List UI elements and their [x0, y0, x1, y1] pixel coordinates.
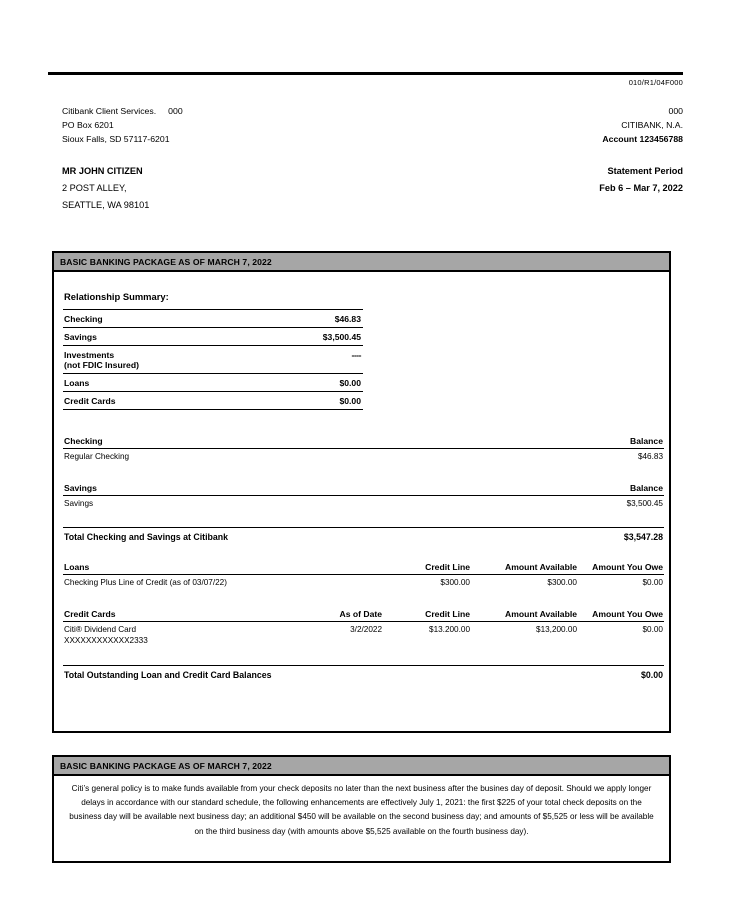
rel-label-loans: Loans: [63, 374, 213, 392]
rel-label-investments: Investments: [63, 346, 213, 360]
table-row: [63, 360, 363, 374]
checking-header-row: [63, 433, 664, 449]
bank-name: CITIBANK, N.A.: [621, 120, 683, 131]
table-row: [63, 392, 363, 410]
rel-amount-loans: $0.00: [213, 374, 363, 392]
rel-amount-credit-cards: $0.00: [213, 392, 363, 410]
savings-header-row: [63, 480, 664, 496]
checking-header-balance: Balance: [503, 433, 664, 449]
rel-label-checking: Checking: [63, 310, 213, 328]
loans-header-amount-available: Amount Available: [471, 559, 578, 575]
savings-account-balance: $3,500.45: [626, 498, 663, 508]
credit-cards-header-label: Credit Cards: [63, 606, 293, 622]
loan-amount-available: $300.00: [547, 577, 577, 587]
credit-card-amount-owe: $0.00: [642, 624, 663, 634]
credit-card-credit-line: $13.200.00: [429, 624, 470, 634]
sender-code: 000: [168, 106, 183, 116]
bank-code: 000: [668, 106, 683, 116]
rel-label-investments-note: (not FDIC Insured): [64, 359, 139, 370]
table-row: [63, 575, 664, 590]
rel-label-savings: Savings: [63, 328, 213, 346]
row-spacer: [63, 648, 664, 666]
customer-address-block: [62, 163, 149, 214]
credit-cards-header-amount-owe: Amount You Owe: [578, 606, 664, 622]
customer-name: MR JOHN CITIZEN: [62, 166, 143, 176]
sender-po-box: PO Box 6201: [62, 120, 114, 131]
loans-header-label: Loans: [63, 559, 293, 575]
reference-code: 010/R1/04F000: [628, 78, 683, 87]
checking-account-name: Regular Checking: [64, 451, 130, 461]
total-outstanding-amount: $0.00: [578, 665, 664, 684]
table-row: [63, 622, 664, 637]
total-deposits-row: [63, 528, 664, 547]
credit-cards-header-row: [63, 606, 664, 622]
rel-amount-investments: ----: [213, 346, 363, 360]
credit-cards-header-as-of-date: As of Date: [293, 606, 383, 622]
credit-cards-header-credit-line: Credit Line: [383, 606, 471, 622]
account-summary-panel: [52, 251, 671, 733]
relationship-summary-title: Relationship Summary:: [64, 291, 169, 302]
sender-name-line: [62, 104, 183, 118]
disclosure-text: Citi’s general policy is to make funds available from your check deposits no later than the next business after the busines day of deposit. Should we apply longer delays in accordance with our standard schedule, the following enhancements are effectively July 1, 2021: the first $225 of your total check deposits on the business day will be available next business day; an additional $450 will be available on the second business day; and amounts of $5,525 or less will be available on the third business day (with amounts above $5,525 available on the fourth business day).: [69, 784, 654, 836]
sender-city-state-zip: Sioux Falls, SD 57117-6201: [62, 134, 170, 145]
rel-amount-savings: $3,500.45: [213, 328, 363, 346]
customer-address-line2: SEATTLE, WA 98101: [62, 200, 150, 210]
table-row: [63, 374, 363, 392]
sender-name: Citibank Client Services.: [62, 106, 157, 116]
total-deposits-amount: $3,547.28: [503, 528, 664, 547]
loans-header-credit-line: Credit Line: [383, 559, 471, 575]
table-row: [63, 328, 363, 346]
credit-cards-header-amount-available: Amount Available: [471, 606, 578, 622]
row-spacer: [63, 510, 664, 528]
statement-period-value: Feb 6 – Mar 7, 2022: [599, 183, 683, 193]
row-spacer: [63, 589, 664, 606]
header-divider-rule: [48, 72, 683, 75]
loans-header-amount-owe: Amount You Owe: [578, 559, 664, 575]
disclosure-header-band: [54, 757, 669, 776]
main-panel-body: [54, 272, 669, 684]
credit-card-amount-available: $13,200.00: [536, 624, 577, 634]
loans-header-blank: [293, 559, 383, 575]
statement-period-label: Statement Period: [607, 166, 683, 176]
total-deposits-label: Total Checking and Savings at Citibank: [63, 528, 503, 547]
credit-accounts-table: [63, 559, 664, 684]
table-row: [63, 636, 664, 648]
main-panel-header-band: [54, 253, 669, 272]
total-outstanding-label: Total Outstanding Loan and Credit Card Balances: [63, 665, 578, 684]
funds-availability-panel: [52, 755, 671, 863]
account-number: Account 123456788: [602, 134, 683, 145]
statement-period-block: [599, 163, 683, 197]
loan-credit-line: $300.00: [440, 577, 470, 587]
section-spacer: [63, 410, 660, 433]
savings-header-label: Savings: [63, 480, 503, 496]
table-row: [63, 346, 363, 360]
loan-blank-cell: [293, 575, 383, 590]
bank-info-block: [602, 104, 683, 147]
table-row: [63, 449, 664, 464]
table-row: [63, 496, 664, 511]
checking-header-label: Checking: [63, 433, 503, 449]
loan-account-name: Checking Plus Line of Credit (as of 03/07/22): [64, 577, 227, 587]
main-panel-title: BASIC BANKING PACKAGE AS OF MARCH 7, 2022: [60, 256, 272, 267]
row-spacer: [63, 463, 664, 480]
rel-label-credit-cards: Credit Cards: [63, 392, 213, 410]
sender-address-block: [62, 104, 183, 147]
deposit-accounts-table: [63, 433, 664, 546]
savings-header-balance: Balance: [503, 480, 664, 496]
checking-account-balance: $46.83: [637, 451, 663, 461]
loan-amount-owe: $0.00: [642, 577, 663, 587]
section-spacer: [63, 546, 660, 559]
credit-card-number: XXXXXXXXXXXX2333: [64, 636, 148, 645]
customer-address-line1: 2 POST ALLEY,: [62, 183, 127, 193]
credit-card-as-of-date: 3/2/2022: [350, 624, 382, 634]
savings-account-name: Savings: [64, 498, 94, 508]
rel-amount-checking: $46.83: [213, 310, 363, 328]
disclosure-panel-title: BASIC BANKING PACKAGE AS OF MARCH 7, 2022: [60, 760, 272, 771]
table-row: [63, 310, 363, 328]
total-outstanding-row: [63, 665, 664, 684]
loans-header-row: [63, 559, 664, 575]
relationship-summary-table: [63, 309, 363, 410]
credit-card-name: Citi® Dividend Card: [64, 624, 137, 634]
rel-amount-investments-blank: [213, 360, 363, 374]
